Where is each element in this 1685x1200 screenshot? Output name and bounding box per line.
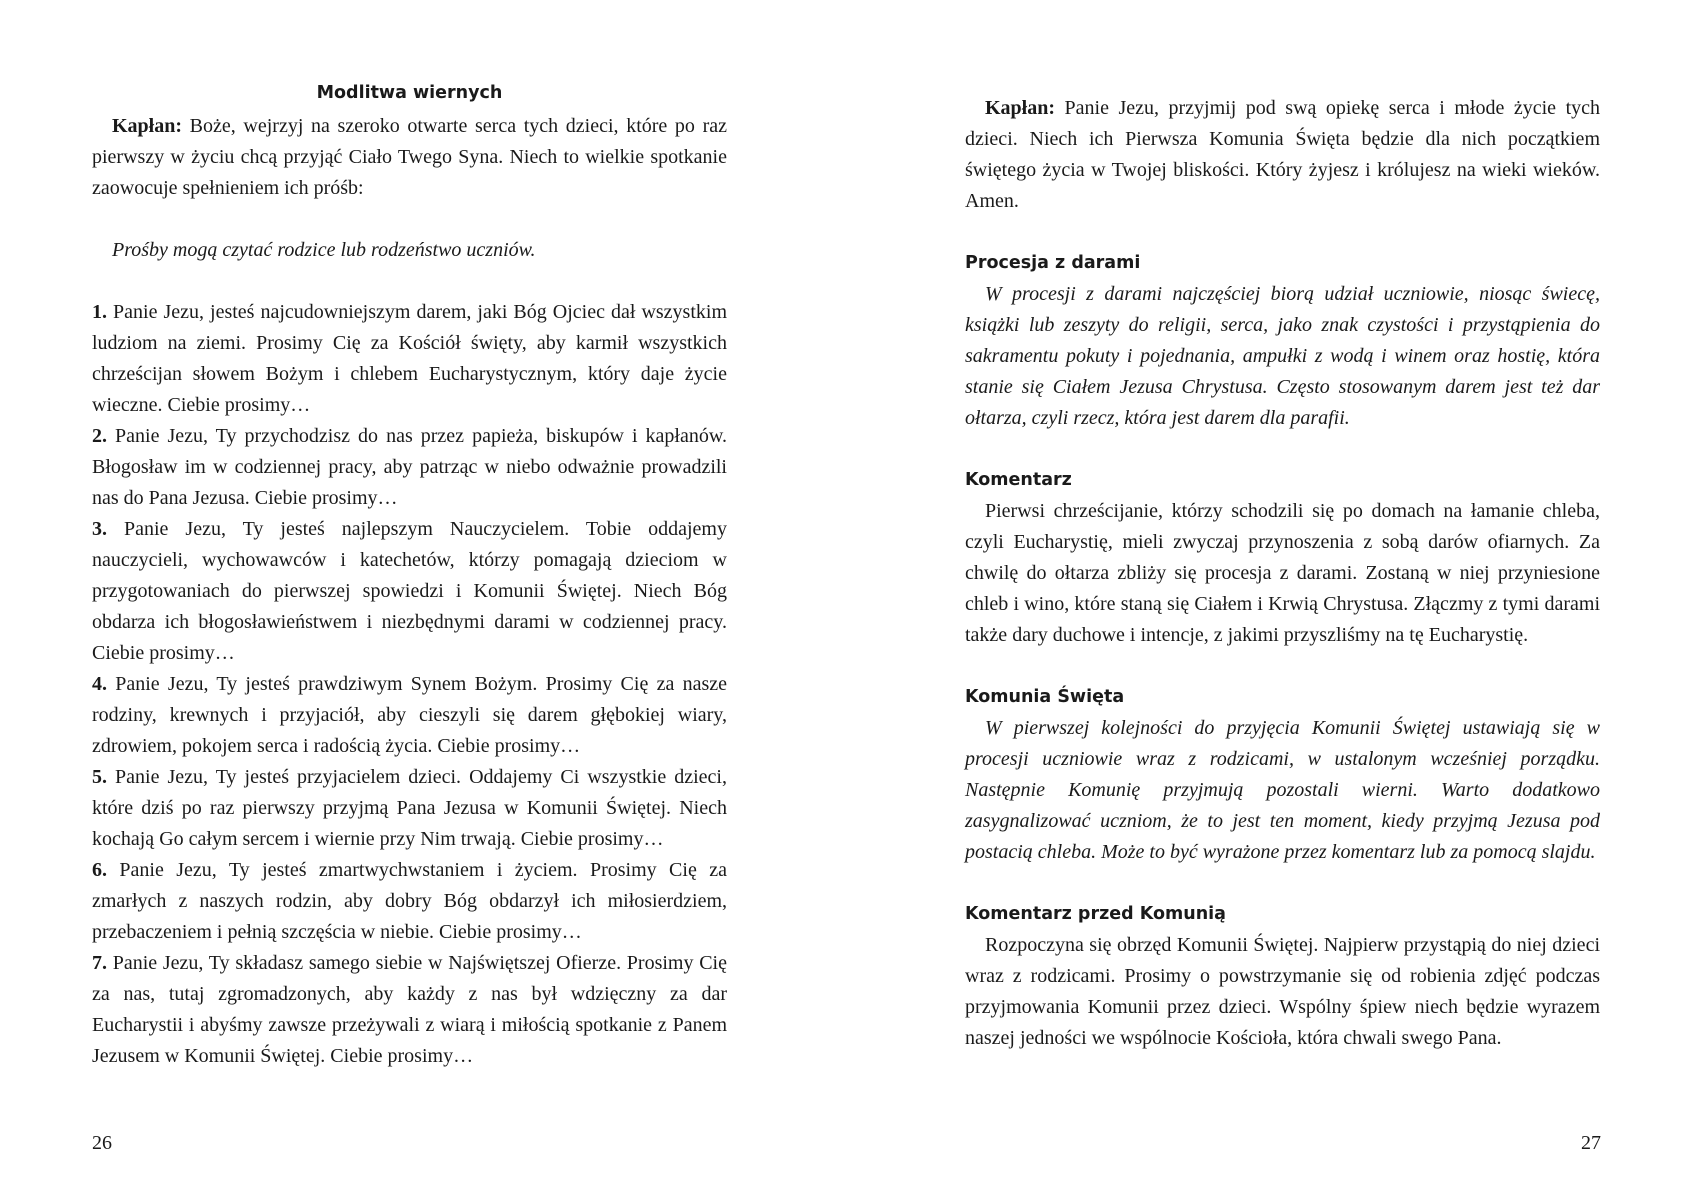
rubric-note: Prośby mogą czytać rodzice lub rodzeństwo uczniów. [112,239,536,261]
petition-number: 6. [92,859,107,881]
petition-text: Panie Jezu, Ty jesteś zmartwychwstaniem i życiem. Prosimy Cię za zmarłych z naszych rodzin, aby dobry Bóg obdarzył ich miłosierdziem, przebaczeniem i pełnią szczęścia w niebie. Ciebie prosimy… [92,859,727,943]
petition-text: Panie Jezu, Ty jesteś najlepszym Nauczycielem. Tobie oddajemy nauczycieli, wychowawców i katechetów, którzy pomagają dzieciom w przygotowaniach do pierwszej spowiedzi i Komunii Świętej. Niech Bóg obdarza ich błogosławieństwem i niezbędnymi darami w codziennej pracy. Ciebie prosimy… [92,518,727,664]
petition-text: Panie Jezu, Ty jesteś prawdziwym Synem Bożym. Prosimy Cię za nasze rodziny, krewnych i przyjaciół, aby cieszyli się darem głębokiej wiary, zdrowiem, pokojem serca i radością życia. Ciebie prosimy… [92,673,727,757]
priest-intro-paragraph [92,111,727,204]
petition-item [92,762,727,855]
page-number: 26 [92,1132,112,1154]
spacer [92,266,727,297]
petition-item [92,297,727,421]
petition-text: Panie Jezu, jesteś najcudowniejszym darem, jaki Bóg Ojciec dał wszystkim ludziom na ziemi. Prosimy Cię za Kościół święty, aby karmił wszystkich chrześcijan słowem Bożym i chlebem Eucharystycznym, który daje życie wieczne. Ciebie prosimy… [92,301,727,416]
petition-text: Panie Jezu, Ty przychodzisz do nas przez papieża, biskupów i kapłanów. Błogosław im w codziennej pracy, aby patrząc w niebo odważnie prowadzili nas do Pana Jezusa. Ciebie prosimy… [92,425,727,509]
right-page [843,0,1685,1200]
petition-number: 3. [92,518,107,540]
petition-item [92,669,727,762]
section-heading-commentary: Komentarz [965,470,1072,490]
section-body-commentary: Pierwsi chrześcijanie, którzy schodzili się po domach na łamanie chleba, czyli Eucharystię, mieli zwyczaj przynoszenia z sobą darów ofiarnych. Za chwilę do ołtarza zbliży się procesja z darami. Zostaną w niej przyniesione chleb i wino, które staną się Ciałem i Krwią Chrystusa. Złączmy z tymi darami także dary duchowe i intencje, z jakimi przyszliśmy na tę Eucharystię. [965,500,1600,646]
spacer [92,204,727,235]
section-heading-offertory: Procesja z darami [965,253,1141,273]
petition-text: Panie Jezu, Ty składasz samego siebie w Najświętszej Ofierze. Prosimy Cię za nas, tutaj zgromadzonych, aby każdy z nas był wdzięczny za dar Eucharystii i abyśmy zawsze przeżywali z wiarą i miłością spotkanie z Panem Jezusem w Komunii Świętej. Ciebie prosimy… [92,952,727,1067]
petition-item [92,421,727,514]
left-page [0,0,842,1200]
spacer [965,651,1600,682]
petition-number: 5. [92,766,107,788]
speaker-label: Kapłan: [985,97,1056,119]
section-heading-prayer: Modlitwa wiernych [316,83,503,103]
petition-number: 1. [92,301,107,323]
section-body-communion: W pierwszej kolejności do przyjęcia Komunii Świętej ustawiają się w procesji uczniowie wraz z rodzicami, w ustalonym wcześniej porządku. Następnie Komunię przyjmują pozostali wierni. Warto dodatkowo zasygnalizować uczniom, że to jest ten moment, kiedy przyjmą Jezusa pod postacią chleba. Może to być wyrażone przez komentarz lub za pomocą slajdu. [965,717,1600,863]
spacer [965,217,1600,248]
section-heading-communion: Komunia Święta [965,687,1125,707]
intro-text: Boże, wejrzyj na szeroko otwarte serca tych dzieci, które po raz pierwszy w życiu chcą przyjąć Ciało Twego Syna. Niech to wielkie spotkanie zaowocuje spełnieniem ich próśb: [92,115,727,199]
spacer [965,868,1600,899]
right-column [965,93,1600,1054]
section-body-offertory: W procesji z darami najczęściej biorą udział uczniowie, niosąc świecę, książki lub zeszyty do religii, serca, jako znak czystości i przystąpienia do sakramentu pokuty i pojednania, ampułki z wodą i winem oraz hostię, która stanie się Ciałem Jezusa Chrystusa. Często stosowanym darem jest też dar ołtarza, czyli rzecz, która jest darem dla parafii. [965,283,1600,429]
page-number: 27 [1581,1132,1601,1154]
section-heading-pre-communion: Komentarz przed Komunią [965,904,1226,924]
petition-number: 2. [92,425,107,447]
left-column [92,78,727,1072]
speaker-label: Kapłan: [112,115,183,137]
petition-item [92,514,727,669]
petition-item [92,948,727,1072]
petition-item [92,855,727,948]
spacer [965,434,1600,465]
section-body-pre-communion: Rozpoczyna się obrzęd Komunii Świętej. Najpierw przystąpią do niej dzieci wraz z rodzicami. Prosimy o powstrzymanie się od robienia zdjęć podczas przyjmowania Komunii przez dzieci. Wspólny śpiew niech będzie wyrazem naszej jedności we wspólnocie Kościoła, która chwali swego Pana. [965,934,1600,1049]
petition-number: 4. [92,673,107,695]
closing-text: Panie Jezu, przyjmij pod swą opiekę serca i młode życie tych dzieci. Niech ich Pierwsza Komunia Święta będzie dla nich początkiem świętego życia w Twojej bliskości. Który żyjesz i królujesz na wieki wieków. Amen. [965,97,1600,212]
priest-closing-paragraph [965,93,1600,217]
petition-number: 7. [92,952,107,974]
petition-text: Panie Jezu, Ty jesteś przyjacielem dzieci. Oddajemy Ci wszystkie dzieci, które dziś po raz pierwszy przyjmą Pana Jezusa w Komunii Świętej. Niech kochają Go całym sercem i wiernie przy Nim trwają. Ciebie prosimy… [92,766,727,850]
